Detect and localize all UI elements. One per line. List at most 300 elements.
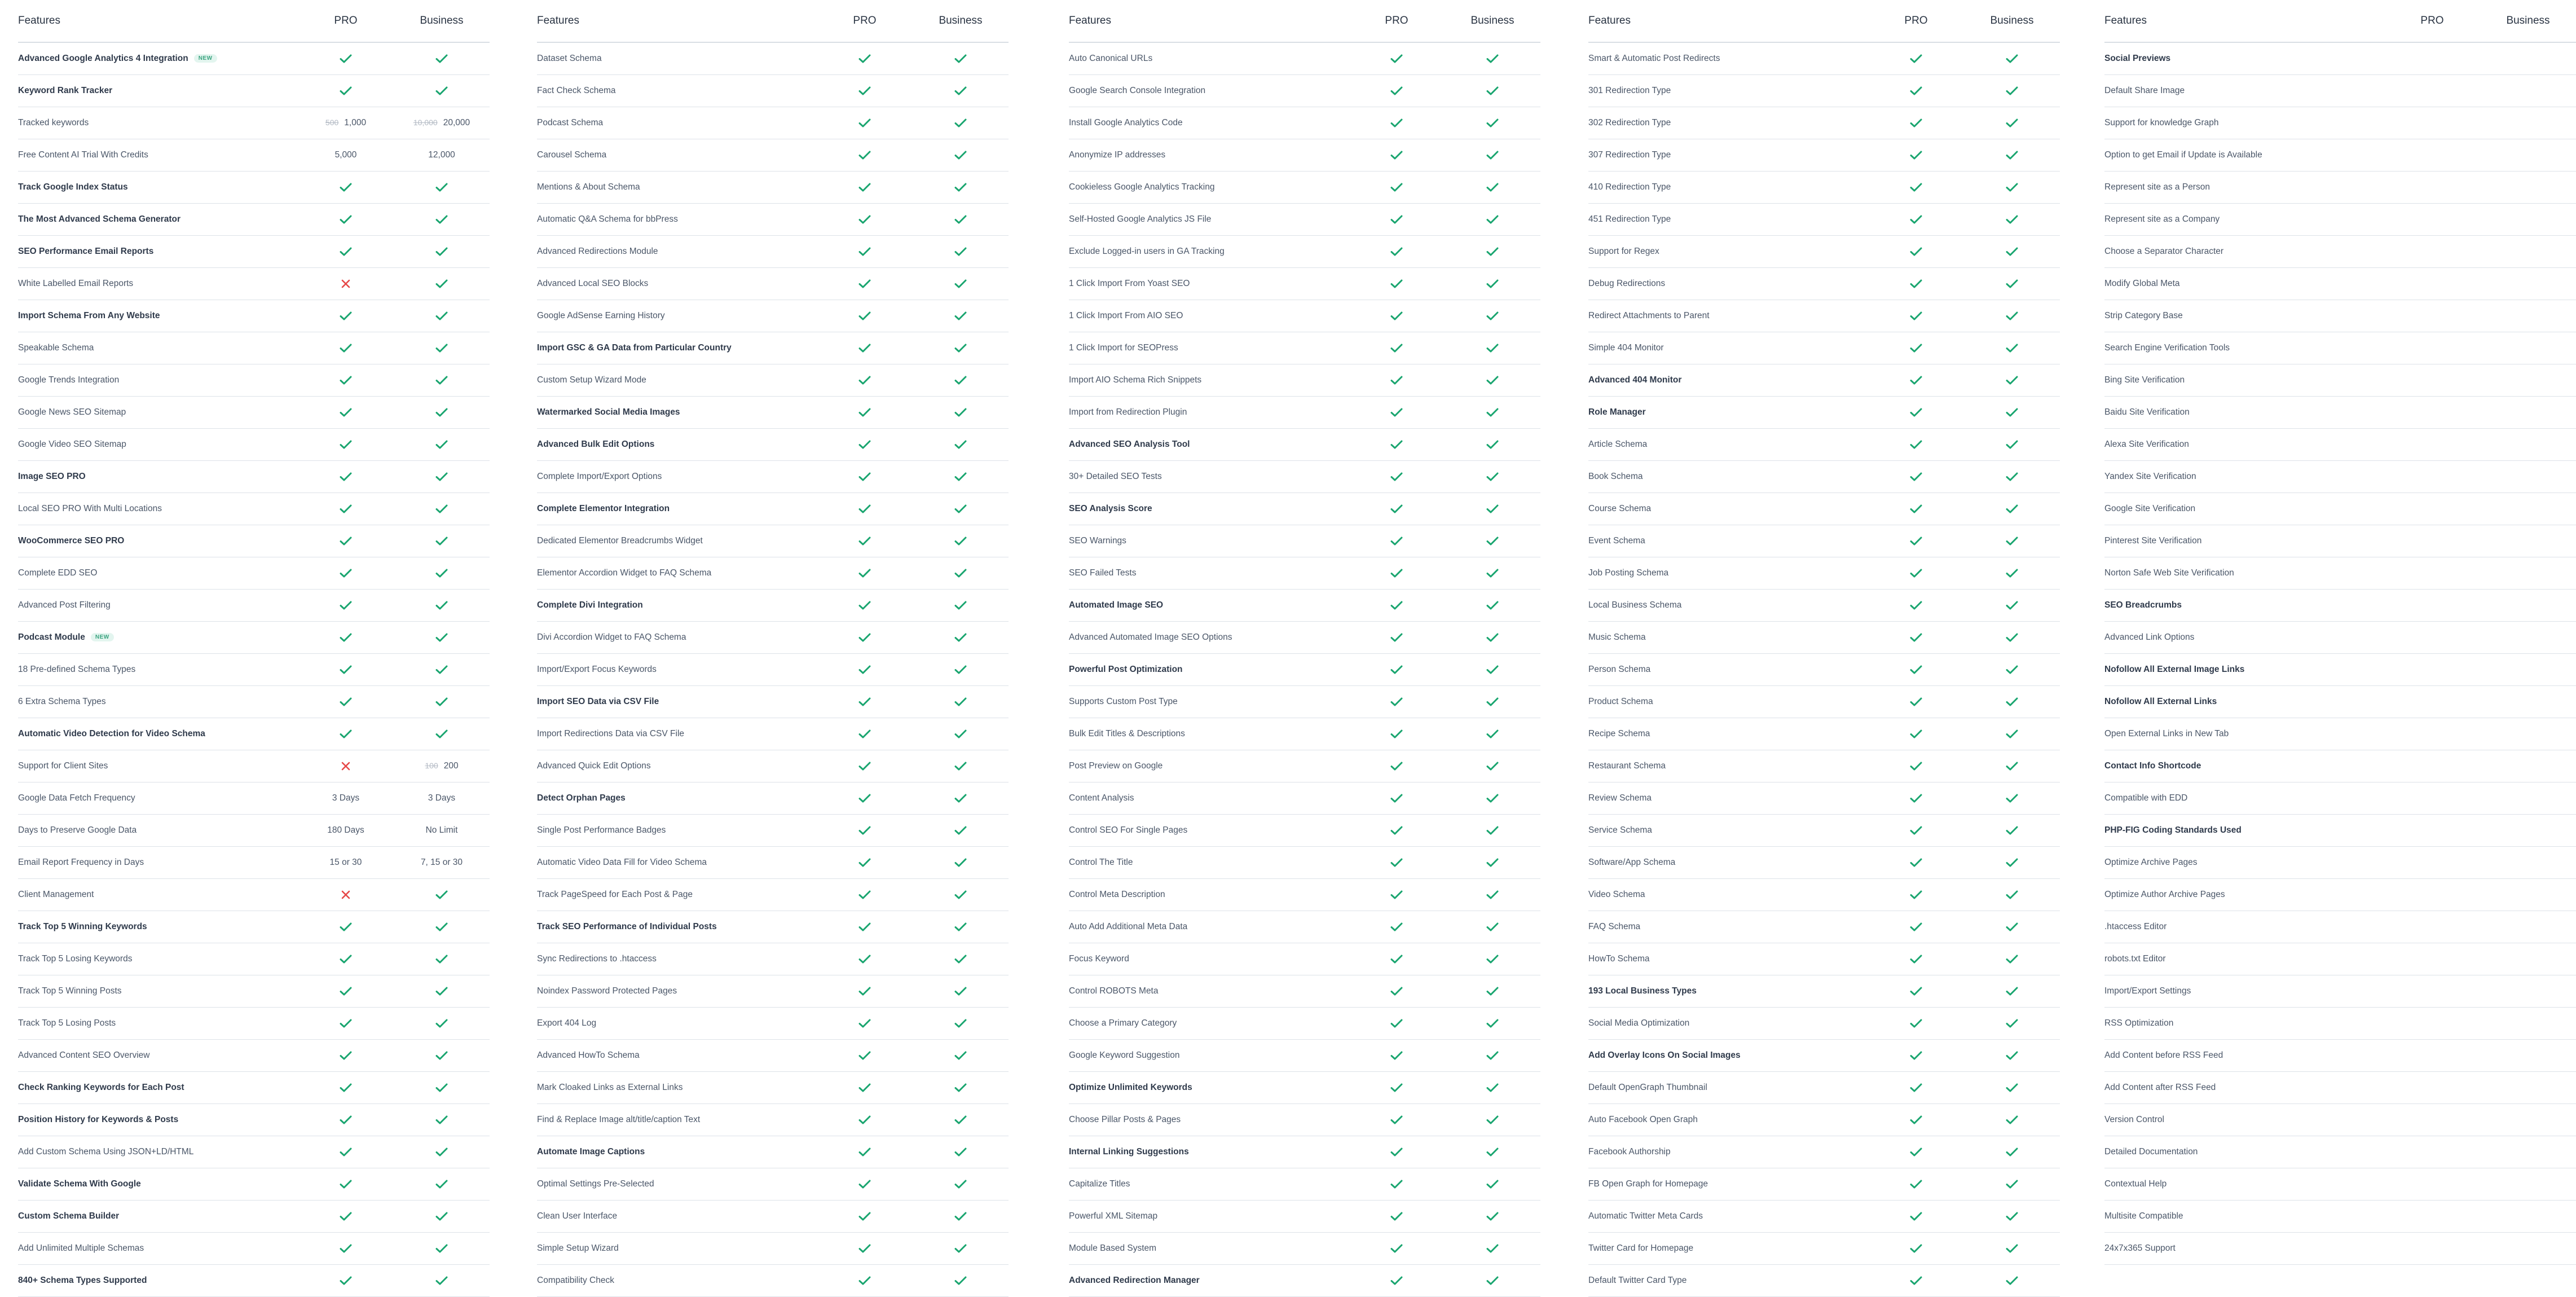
business-value: No Limit <box>425 825 458 835</box>
business-value: 12,000 <box>428 150 455 160</box>
check-icon <box>954 1083 967 1092</box>
feature-row <box>18 1136 490 1168</box>
pro-cell <box>1349 879 1445 911</box>
feature-cell <box>2104 461 2384 493</box>
feature-row <box>537 525 1009 557</box>
feature-label: Control Meta Description <box>1069 890 1165 899</box>
check-icon <box>435 439 448 449</box>
pro-cell <box>298 847 394 879</box>
feature-row <box>18 268 490 300</box>
feature-label: Advanced Bulk Edit Options <box>537 439 655 449</box>
feature-label: Complete Import/Export Options <box>537 472 662 481</box>
business-cell <box>394 911 490 943</box>
feature-label: Export 404 Log <box>537 1018 597 1028</box>
feature-label: Music Schema <box>1588 632 1646 642</box>
feature-cell <box>18 139 298 172</box>
feature-cell <box>2104 268 2384 300</box>
feature-label: Capitalize Titles <box>1069 1179 1130 1189</box>
pro-cell <box>298 622 394 654</box>
feature-label: Podcast Schema <box>537 118 604 127</box>
business-cell <box>394 268 490 300</box>
feature-row <box>537 718 1009 750</box>
business-cell <box>1964 1168 2060 1201</box>
feature-row <box>1588 236 2060 268</box>
feature-cell <box>1588 525 1868 557</box>
check-icon <box>435 1211 448 1221</box>
feature-label: Norton Safe Web Site Verification <box>2104 568 2234 578</box>
feature-label: Twitter Card for Homepage <box>1588 1243 1694 1253</box>
pro-cell <box>298 911 394 943</box>
business-cell <box>1445 397 1540 429</box>
feature-row <box>18 750 490 782</box>
check-icon <box>2006 1147 2018 1157</box>
feature-label: Speakable Schema <box>18 343 94 353</box>
feature-label: Exclude Logged-in users in GA Tracking <box>1069 247 1225 256</box>
feature-label: 410 Redirection Type <box>1588 182 1671 192</box>
pro-cell <box>2384 590 2480 622</box>
check-icon <box>1390 697 1403 706</box>
pro-cell <box>817 622 913 654</box>
pro-cell <box>817 1072 913 1104</box>
check-icon <box>2006 279 2018 288</box>
feature-label: Search Engine Verification Tools <box>2104 343 2230 353</box>
feature-row <box>1069 1201 1540 1233</box>
feature-cell <box>1588 782 1868 815</box>
check-icon <box>858 1147 871 1157</box>
pro-cell <box>2384 1040 2480 1072</box>
business-cell <box>394 1072 490 1104</box>
feature-row <box>537 1008 1009 1040</box>
feature-label: Add Content after RSS Feed <box>2104 1083 2216 1092</box>
feature-label: Automatic Twitter Meta Cards <box>1588 1211 1703 1221</box>
feature-cell <box>2104 172 2384 204</box>
pro-cell <box>1868 1104 1964 1136</box>
feature-cell <box>1588 1233 1868 1265</box>
feature-label: Carousel Schema <box>537 150 607 160</box>
feature-row <box>537 557 1009 590</box>
check-icon <box>435 632 448 642</box>
check-icon <box>2006 247 2018 256</box>
feature-cell <box>1069 172 1349 204</box>
check-icon <box>1390 375 1403 385</box>
check-icon <box>954 343 967 353</box>
features-header: Features <box>1069 0 1349 42</box>
feature-row <box>537 911 1009 943</box>
business-cell <box>2480 686 2576 718</box>
feature-cell <box>18 1168 298 1201</box>
feature-cell <box>1588 1008 1868 1040</box>
business-cell <box>913 139 1009 172</box>
check-icon <box>435 311 448 320</box>
feature-label: Powerful Post Optimization <box>1069 665 1183 674</box>
check-icon <box>1910 1018 1922 1028</box>
pro-cell <box>1868 1072 1964 1104</box>
business-cell <box>913 364 1009 397</box>
business-cell <box>913 397 1009 429</box>
check-icon <box>954 247 967 256</box>
feature-label: Install Google Analytics Code <box>1069 118 1183 127</box>
feature-cell <box>537 622 817 654</box>
check-icon <box>2006 1018 2018 1028</box>
pro-cell <box>1349 42 1445 75</box>
feature-cell <box>18 300 298 332</box>
header-row <box>1069 0 1540 42</box>
check-icon <box>858 1243 871 1253</box>
pro-cell <box>298 975 394 1008</box>
check-icon <box>1486 504 1499 513</box>
feature-row <box>18 1072 490 1104</box>
pro-cell <box>298 172 394 204</box>
feature-cell <box>1069 590 1349 622</box>
feature-row <box>18 590 490 622</box>
feature-label: Client Management <box>18 890 94 899</box>
feature-row <box>537 622 1009 654</box>
feature-row <box>18 139 490 172</box>
check-icon <box>858 279 871 288</box>
business-cell <box>1445 815 1540 847</box>
feature-cell <box>1069 1233 1349 1265</box>
business-cell <box>2480 557 2576 590</box>
pro-cell <box>817 300 913 332</box>
feature-cell <box>18 42 298 75</box>
feature-label: Advanced HowTo Schema <box>537 1050 640 1060</box>
business-cell <box>1964 1201 2060 1233</box>
pro-cell <box>817 268 913 300</box>
feature-row <box>1069 397 1540 429</box>
check-icon <box>1390 343 1403 353</box>
feature-row <box>537 236 1009 268</box>
check-icon <box>858 1115 871 1124</box>
feature-label: Track Google Index Status <box>18 182 128 192</box>
check-icon <box>1486 825 1499 835</box>
feature-cell <box>1069 332 1349 364</box>
feature-cell <box>1069 268 1349 300</box>
feature-label: 840+ Schema Types Supported <box>18 1276 147 1285</box>
business-cell <box>1445 139 1540 172</box>
feature-row <box>2104 1072 2576 1104</box>
feature-label: Social Media Optimization <box>1588 1018 1690 1028</box>
business-cell <box>1445 654 1540 686</box>
pro-cell <box>298 750 394 782</box>
pro-cell <box>298 782 394 815</box>
pro-cell <box>298 557 394 590</box>
feature-cell <box>2104 847 2384 879</box>
feature-row <box>2104 1136 2576 1168</box>
feature-row <box>2104 139 2576 172</box>
business-cell <box>2480 590 2576 622</box>
pro-cell <box>298 75 394 107</box>
pro-cell <box>298 397 394 429</box>
feature-label: Add Unlimited Multiple Schemas <box>18 1243 144 1253</box>
check-icon <box>340 922 352 931</box>
pro-cell <box>817 1233 913 1265</box>
feature-cell <box>537 557 817 590</box>
business-cell <box>1964 654 2060 686</box>
check-icon <box>858 1211 871 1221</box>
feature-cell <box>537 654 817 686</box>
check-icon <box>1910 150 1922 160</box>
business-cell <box>2480 1168 2576 1201</box>
business-cell <box>913 429 1009 461</box>
pro-cell <box>298 204 394 236</box>
feature-cell <box>537 332 817 364</box>
check-icon <box>858 214 871 224</box>
check-icon <box>435 1115 448 1124</box>
check-icon <box>1390 279 1403 288</box>
check-icon <box>1910 472 1922 481</box>
feature-row <box>1588 300 2060 332</box>
feature-row <box>18 300 490 332</box>
feature-label: Support for Client Sites <box>18 761 108 771</box>
feature-cell <box>2104 975 2384 1008</box>
feature-label: Google Trends Integration <box>18 375 120 385</box>
feature-cell <box>18 782 298 815</box>
feature-row <box>1588 42 2060 75</box>
pro-cell <box>1349 750 1445 782</box>
business-cell <box>2480 42 2576 75</box>
feature-cell <box>1588 943 1868 975</box>
feature-cell <box>2104 718 2384 750</box>
pro-cell <box>817 1168 913 1201</box>
feature-label: FAQ Schema <box>1588 922 1641 931</box>
business-cell <box>1445 204 1540 236</box>
comparison-table-panel-3 <box>1069 0 1540 1297</box>
feature-cell <box>1588 397 1868 429</box>
feature-row <box>1588 815 2060 847</box>
check-icon <box>1910 922 1922 931</box>
check-icon <box>340 54 352 63</box>
feature-label: 193 Local Business Types <box>1588 986 1697 996</box>
feature-label: Complete Divi Integration <box>537 600 643 610</box>
pro-cell <box>298 525 394 557</box>
check-icon <box>1486 600 1499 610</box>
check-icon <box>2006 793 2018 803</box>
feature-row <box>537 204 1009 236</box>
feature-cell <box>1069 622 1349 654</box>
check-icon <box>1910 311 1922 320</box>
check-icon <box>858 472 871 481</box>
header-row <box>18 0 490 42</box>
pro-cell <box>1868 204 1964 236</box>
business-cell <box>2480 493 2576 525</box>
feature-cell <box>1069 236 1349 268</box>
business-cell <box>2480 332 2576 364</box>
feature-label: Automate Image Captions <box>537 1147 645 1157</box>
business-cell <box>1964 429 2060 461</box>
feature-row <box>18 622 490 654</box>
feature-row <box>1588 1008 2060 1040</box>
feature-label: FB Open Graph for Homepage <box>1588 1179 1708 1189</box>
feature-label: Add Content before RSS Feed <box>2104 1050 2223 1060</box>
feature-row <box>537 943 1009 975</box>
pro-cell <box>1868 42 1964 75</box>
check-icon <box>340 214 352 224</box>
pro-cell <box>2384 42 2480 75</box>
feature-cell <box>537 461 817 493</box>
check-icon <box>1390 504 1403 513</box>
check-icon <box>954 1243 967 1253</box>
check-icon <box>1910 375 1922 385</box>
pro-cell <box>817 1104 913 1136</box>
feature-cell <box>18 268 298 300</box>
feature-label: Import/Export Settings <box>2104 986 2191 996</box>
feature-row <box>18 943 490 975</box>
check-icon <box>1486 1115 1499 1124</box>
feature-row <box>2104 42 2576 75</box>
business-cell <box>2480 204 2576 236</box>
business-cell <box>1964 300 2060 332</box>
feature-row <box>2104 525 2576 557</box>
feature-row <box>1069 815 1540 847</box>
feature-cell <box>1069 1008 1349 1040</box>
check-icon <box>1910 1115 1922 1124</box>
business-cell <box>2480 429 2576 461</box>
check-icon <box>340 568 352 578</box>
business-cell <box>1964 204 2060 236</box>
business-cell <box>913 750 1009 782</box>
business-cell <box>394 815 490 847</box>
check-icon <box>954 697 967 706</box>
check-icon <box>1486 279 1499 288</box>
feature-label: Smart & Automatic Post Redirects <box>1588 54 1720 63</box>
check-icon <box>2006 986 2018 996</box>
check-icon <box>1486 407 1499 417</box>
check-icon <box>1910 729 1922 738</box>
feature-cell <box>1069 42 1349 75</box>
feature-label: Optimize Archive Pages <box>2104 858 2198 867</box>
business-cell <box>913 107 1009 139</box>
feature-row <box>1588 429 2060 461</box>
pro-cell <box>1349 975 1445 1008</box>
check-icon <box>435 665 448 674</box>
feature-label: Content Analysis <box>1069 793 1134 803</box>
feature-label: SEO Failed Tests <box>1069 568 1137 578</box>
feature-row <box>18 332 490 364</box>
business-cell <box>394 429 490 461</box>
check-icon <box>858 600 871 610</box>
feature-row <box>18 847 490 879</box>
feature-row <box>1069 525 1540 557</box>
feature-cell <box>2104 622 2384 654</box>
check-icon <box>1390 311 1403 320</box>
feature-row <box>537 590 1009 622</box>
business-cell <box>2480 815 2576 847</box>
business-cell <box>1964 139 2060 172</box>
check-icon <box>954 375 967 385</box>
feature-row <box>1588 75 2060 107</box>
check-icon <box>1910 86 1922 95</box>
check-icon <box>1910 954 1922 964</box>
pro-cell <box>817 364 913 397</box>
check-icon <box>1390 954 1403 964</box>
feature-label: Support for Regex <box>1588 247 1659 256</box>
feature-label: Pinterest Site Verification <box>2104 536 2202 546</box>
feature-label: Dataset Schema <box>537 54 602 63</box>
feature-cell <box>1069 204 1349 236</box>
feature-cell <box>1069 815 1349 847</box>
pro-cell <box>1349 622 1445 654</box>
feature-label: Complete Elementor Integration <box>537 504 670 513</box>
pro-cell <box>2384 1104 2480 1136</box>
feature-cell <box>1588 1168 1868 1201</box>
feature-cell <box>18 364 298 397</box>
feature-row <box>537 42 1009 75</box>
pro-cell <box>298 1040 394 1072</box>
check-icon <box>435 729 448 738</box>
pro-cell <box>1349 493 1445 525</box>
check-icon <box>435 343 448 353</box>
check-icon <box>1486 439 1499 449</box>
business-cell <box>1445 782 1540 815</box>
pro-cell <box>1868 943 1964 975</box>
feature-cell <box>18 815 298 847</box>
business-cell <box>2480 1072 2576 1104</box>
check-icon <box>435 407 448 417</box>
check-icon <box>435 279 448 288</box>
check-icon <box>1910 825 1922 835</box>
check-icon <box>1486 472 1499 481</box>
business-cell <box>913 686 1009 718</box>
feature-label: Post Preview on Google <box>1069 761 1163 771</box>
pro-cell <box>2384 1136 2480 1168</box>
new-badge: NEW <box>91 633 114 641</box>
business-cell <box>1964 397 2060 429</box>
pro-cell <box>2384 525 2480 557</box>
feature-row <box>1069 622 1540 654</box>
business-cell <box>1445 847 1540 879</box>
feature-cell <box>2104 525 2384 557</box>
feature-row <box>2104 1008 2576 1040</box>
feature-row <box>18 879 490 911</box>
check-icon <box>858 568 871 578</box>
pro-cell <box>817 654 913 686</box>
feature-cell <box>537 847 817 879</box>
feature-row <box>1069 204 1540 236</box>
business-cell <box>1964 879 2060 911</box>
check-icon <box>858 311 871 320</box>
feature-cell <box>18 236 298 268</box>
check-icon <box>1486 1179 1499 1189</box>
pro-cell <box>817 1008 913 1040</box>
pro-cell <box>2384 943 2480 975</box>
business-cell <box>1445 1040 1540 1072</box>
check-icon <box>1486 1211 1499 1221</box>
feature-cell <box>18 557 298 590</box>
feature-label: Mentions & About Schema <box>537 182 640 192</box>
business-cell <box>2480 525 2576 557</box>
pro-cell <box>2384 782 2480 815</box>
feature-label: Automatic Video Data Fill for Video Schema <box>537 858 707 867</box>
pro-value: 180 Days <box>327 825 364 835</box>
business-cell <box>913 461 1009 493</box>
business-cell <box>2480 107 2576 139</box>
feature-cell <box>1069 557 1349 590</box>
feature-row <box>2104 397 2576 429</box>
business-cell <box>1445 879 1540 911</box>
feature-row <box>537 107 1009 139</box>
pro-cell <box>817 1265 913 1297</box>
pro-cell <box>1349 300 1445 332</box>
check-icon <box>340 697 352 706</box>
pro-cell <box>1349 1233 1445 1265</box>
business-cell <box>1445 1008 1540 1040</box>
feature-row <box>2104 493 2576 525</box>
feature-cell <box>537 815 817 847</box>
check-icon <box>858 1179 871 1189</box>
check-icon <box>435 697 448 706</box>
feature-label: Alexa Site Verification <box>2104 439 2189 449</box>
pro-cell <box>1868 1265 1964 1297</box>
